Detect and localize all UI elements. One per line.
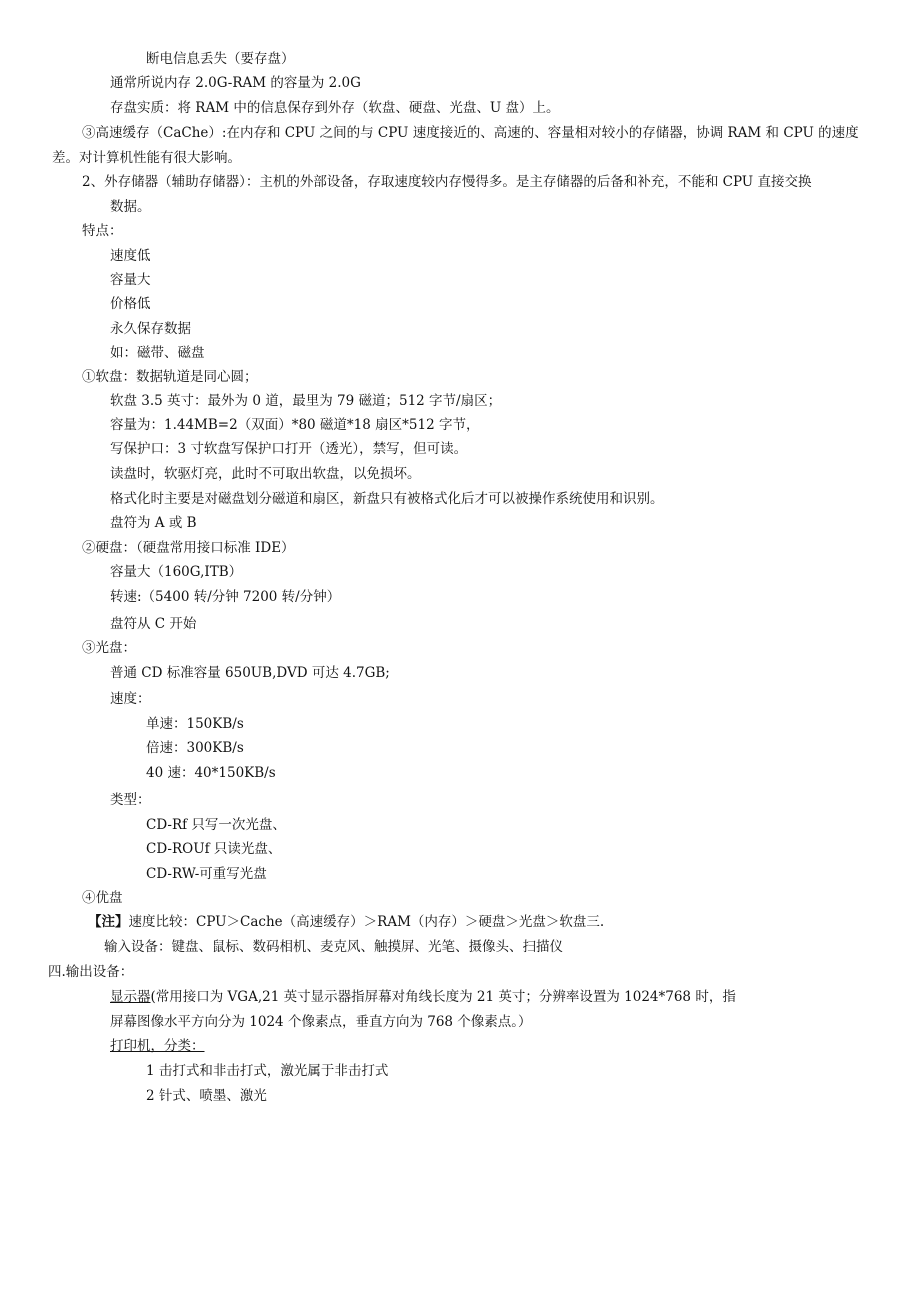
text-line — [88, 913, 604, 931]
text-line: CD-Rf 只写一次光盘、 — [146, 817, 286, 833]
text-line: ③光盘： — [82, 640, 136, 656]
note-label: 【注】 — [88, 914, 129, 930]
text-line: 2 针式、喷墨、激光 — [146, 1088, 267, 1104]
text-line: 通常所说内存 2.0G-RAM 的容量为 2.0G — [110, 75, 361, 91]
text-line: 倍速：300KB/s — [146, 740, 244, 756]
text-line: 普通 CD 标准容量 650UB,DVD 可达 4.7GB; — [110, 665, 390, 681]
text-line: 盘符为 A 或 B — [110, 515, 197, 531]
text-line: 转速:（5400 转/分钟 7200 转/分钟） — [110, 589, 341, 605]
text-line: 速度低 — [110, 248, 151, 264]
text-line: 容量大 — [110, 272, 151, 288]
text-line: 永久保存数据 — [110, 321, 191, 337]
note-text: 速度比较：CPU＞Cache（高速缓存）＞RAM（内存）＞硬盘＞光盘＞软盘三. — [128, 914, 605, 930]
text-line: CD-ROUf 只读光盘、 — [146, 841, 282, 857]
text-line: 盘符从 C 开始 — [110, 616, 197, 632]
text-line: 类型： — [110, 792, 151, 808]
text-line: ③高速缓存（CaChe）:在内存和 CPU 之间的与 CPU 速度接近的、高速的、容量相对较小的存储器，协调 RAM 和 CPU 的速度 — [82, 125, 859, 141]
text-line: ②硬盘：（硬盘常用接口标准 IDE） — [82, 540, 295, 556]
text-line: 速度： — [110, 691, 151, 707]
text-line: 价格低 — [110, 296, 151, 312]
text-line: 容量为：1.44MB=2（双面）*80 磁道*18 扇区*512 字节， — [110, 417, 480, 433]
text-line: 1 击打式和非击打式，激光属于非击打式 — [146, 1063, 389, 1079]
text-line: 容量大（160G,ITB） — [110, 564, 243, 580]
text-line: CD-RW-可重写光盘 — [146, 866, 267, 882]
text-line: 断电信息丢失（要存盘） — [146, 51, 295, 67]
text-line: 输入设备：键盘、鼠标、数码相机、麦克风、触摸屏、光笔、摄像头、扫描仪 — [104, 939, 563, 955]
text-line: 软盘 3.5 英寸：最外为 0 道，最里为 79 磁道；512 字节/扇区； — [110, 393, 502, 409]
text-line: 格式化时主要是对磁盘划分磁道和扇区，新盘只有被格式化后才可以被操作系统使用和识别。 — [110, 491, 664, 507]
text-line: 读盘时，软驱灯亮，此时不可取出软盘，以免损坏。 — [110, 466, 421, 482]
text-line: 2、外存储器（辅助存储器）：主机的外部设备，存取速度较内存慢得多。是主存储器的后备和补充，不能和 CPU 直接交换 — [82, 174, 812, 190]
text-line — [110, 988, 736, 1006]
text-line: 数据。 — [110, 199, 151, 215]
text-line: 存盘实质：将 RAM 中的信息保存到外存（软盘、硬盘、光盘、U 盘）上。 — [110, 100, 560, 116]
text-line: 写保护口：3 寸软盘写保护口打开（透光），禁写，但可读。 — [110, 441, 468, 457]
text-line: 如：磁带、磁盘 — [110, 345, 205, 361]
text-line: 屏幕图像水平方向分为 1024 个像素点，垂直方向为 768 个像素点。） — [110, 1014, 532, 1030]
text-line: 单速：150KB/s — [146, 716, 244, 732]
text-line: ④优盘 — [82, 890, 123, 906]
text-line: 四.输出设备： — [48, 964, 134, 980]
text-line: ①软盘：数据轨道是同心圆； — [82, 369, 258, 385]
printer-heading: 打印机，分类： — [110, 1038, 205, 1054]
text-line: 40 速：40*150KB/s — [146, 765, 276, 781]
display-desc: (常用接口为 VGA,21 英寸显示器指屏幕对角线长度为 21 英寸；分辨率设置为 1024*768 时，指 — [150, 989, 736, 1005]
text-line: 差。对计算机性能有很大影响。 — [52, 150, 241, 166]
display-label: 显示器 — [110, 989, 151, 1005]
text-line: 特点： — [82, 223, 123, 239]
